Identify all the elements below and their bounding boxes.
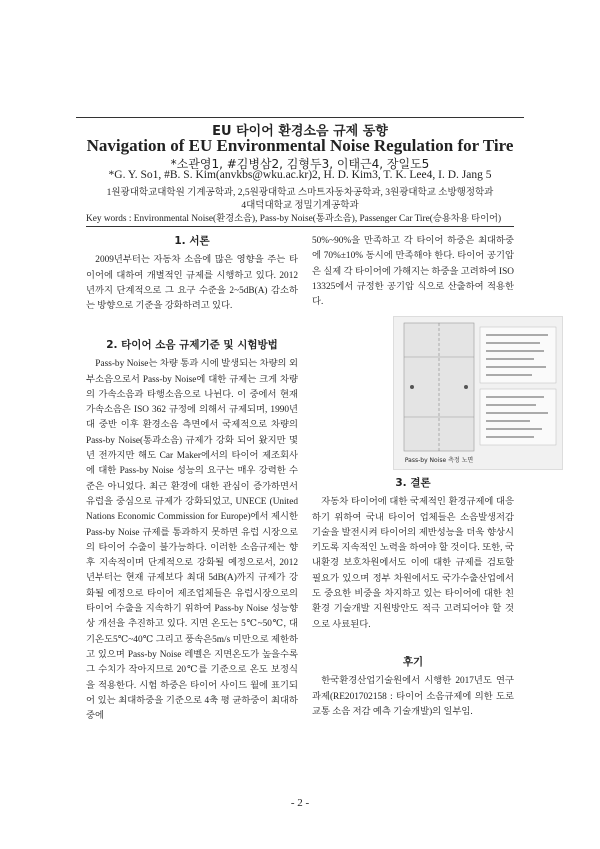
ack-text: 한국환경산업기술원에서 시행한 2017년도 연구과제(RE201702158 : 타이어 소음규제에 의한 도로교통 소음 저감 예측 기술개발)의 일부임. (312, 676, 514, 717)
intro-heading: 1. 서론 (174, 235, 210, 247)
test-track-diagram (394, 317, 562, 469)
keywords-rule (86, 226, 514, 227)
page-number: - 2 - (290, 797, 310, 809)
intro-text: 2009년부터는 자동차 소음에 많은 영향을 주는 타이어에 대하여 개별적인 규제를 시행하고 있다. 2012년까지 단계적으로 그 요구 수준을 2~5dB(A) 감소하는 방향으로 기준을 강화하려고 있다. (86, 255, 298, 312)
right-top-text: 50%~90%을 만족하고 각 타이어 하중은 최대하중에 70%±10% 동시에 만족해야 한다. 타이어 공기압은 실제 각 타이어에 가해지는 하중을 고려하여 ISO 13325에서 규정한 공기압 식으로 산출하여 적용한다. (312, 236, 514, 308)
acknowledgement-section (312, 655, 514, 720)
authors-korean: *소관영1, #김병삼2, 김형두3, 이태근4, 장일도5 (170, 157, 430, 171)
conclusion-text: 자동차 타이어에 대한 국제적인 환경규제에 대응하기 위하여 국내 타이어 업체들은 소음발생저감 기술을 발전시켜 타이어의 제반성능을 더욱 향상시키도록 지속적인 노력을 하여야 할 것이다. 또한, 국내환경 보호차원에서도 이에 대한 규제를 검토할 필요가 있으며 정부 차원에서도 국가수출산업에서도 중요한 비중을 차지하고 있는 타이어에 대한 친환경 기술개발 지원방안도 적극 고려되어야 할 것으로 사료된다. (312, 497, 514, 630)
title-english: Navigation of EU Environmental Noise Regulation for Tire (86, 136, 514, 155)
authors-english: *G. Y. So1, #B. S. Kim(anvkbs@wku.ac.kr)2, H. D. Kim3, T. K. Lee4, I. D. Jang 5 (108, 169, 492, 181)
affiliation-line-2: 4대덕대학교 정밀기계공학과 (241, 201, 359, 211)
ack-heading: 후기 (402, 656, 424, 668)
left-column (86, 234, 298, 314)
figure-pass-by-noise (393, 316, 563, 470)
conclusion-heading: 3. 결론 (395, 477, 431, 489)
conclusion-section (312, 476, 514, 633)
regulation-section (86, 338, 298, 724)
affiliation-line-1: 1원광대학교대학원 기계공학과, 2,5원광대학교 스마트자동차공학과, 3원광대학교 소방행정학과 (106, 188, 494, 198)
regulation-heading: 2. 타이어 소음 규제기준 및 시험방법 (106, 339, 278, 351)
right-column-top (312, 234, 514, 310)
figure-caption: Pass-by Noise 측정 노면 (404, 457, 474, 464)
header-rule (76, 117, 524, 118)
keywords: Key words : Environmental Noise(환경소음), Pass-by Noise(통과소음), Passenger Car Tire(승용차용 타이어) (86, 214, 502, 224)
title-korean: EU 타이어 환경소음 규제 동향 (212, 124, 388, 139)
regulation-text: Pass-by Noise는 차량 통과 시에 발생되는 차량의 외부소음으로서 Pass-by Noise에 대한 규제는 크게 차량의 가속소음과 타행소음으로 나뉜다. 이 중에서 현재 가속소음은 ISO 362 규정에 의해서 규제되며, 1990년대 중반 이후 환경소음 측면에서 국제적으로 차량의 Pass-by Noise(통과소음) 규제가 강화 되어 왔지만 몇 년 전까지만 해도 Car Maker에서의 타이어 제조회사에 대한 Pass-by Noise 성능의 요구는 매우 강력한 수준은 아니었다. 최근 환경에 대한 관심이 증가하면서 유럽을 중심으로 규제가 강화되었고, UNECE (United Nations Economic Commission for Europe)에서 제시한 Pass-by Noise 규제를 통과하지 못하면 유럽 시장으로의 타이어 수출이 불가능하다. 이러한 소음규제는 향후 지속적이며 단계적으로 강화될 예정으로서, 2012년부터는 현재 규제보다 최대 5dB(A)까지 규제가 강화될 예정으로 타이어 제조업체들은 유럽시장으로의 타이어 수출을 지속하기 위하여 Pass-by Noise 성능향상 개선을 추진하고 있다. 지면 온도는 5℃~50℃, 대기온도5℃~40℃ 그리고 풍속은5m/s 미만으로 제한하고 있으며 Pass-by Noise 레벨은 지면온도가 높을수록 그 수치가 작아지므로 20℃를 기준으로 온도 보정식을 적용한다. 시험 하중은 타이어 사이드 월에 표기되어 있는 최대하중을 기준으로 4축 평 균하중이 최대하중에 (86, 359, 298, 722)
